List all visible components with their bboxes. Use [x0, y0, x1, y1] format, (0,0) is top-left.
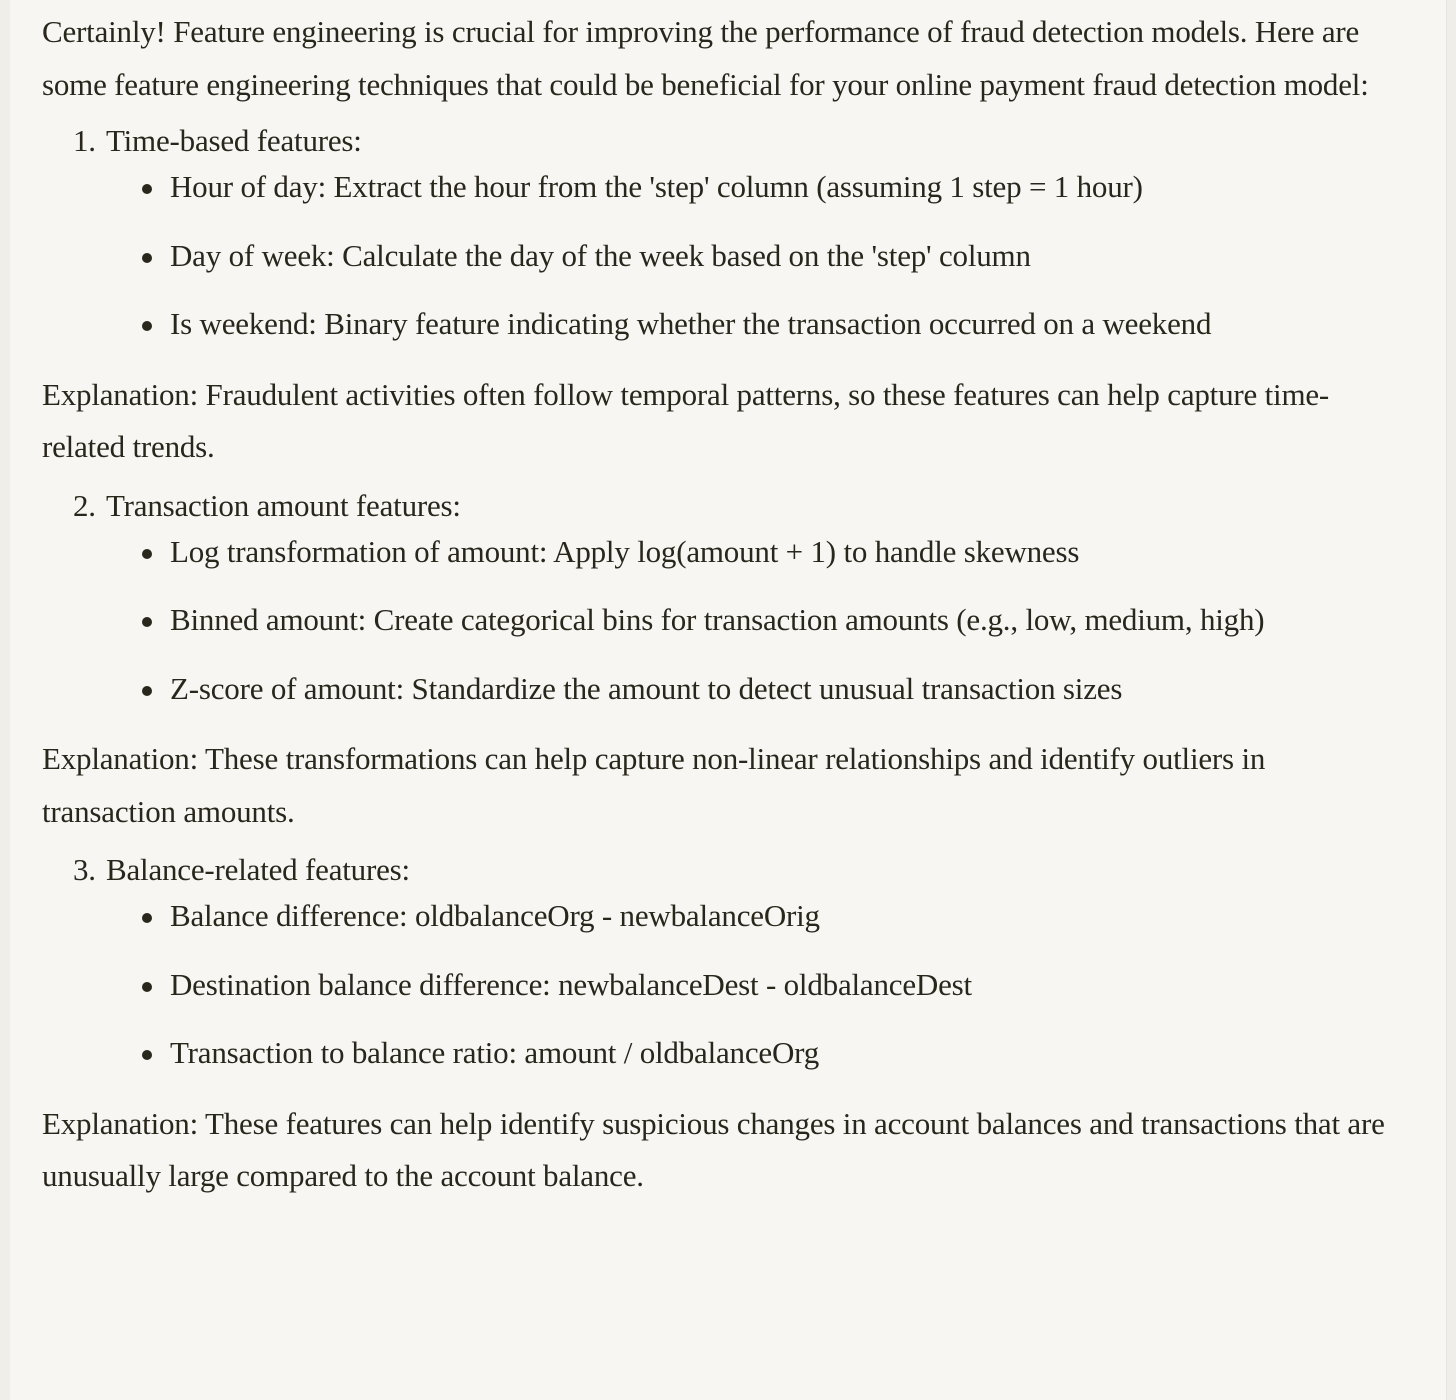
section-title-text: Transaction amount features: [106, 487, 461, 523]
section-title-text: Balance-related features: [106, 852, 410, 887]
list-item-text: Hour of day: Extract the hour from the 'step' column (assuming 1 step = 1 hour) [170, 169, 1143, 204]
list-number: 1. [73, 123, 96, 158]
list-item-text: Z-score of amount: Standardize the amount to detect unusual transaction sizes [170, 670, 1123, 706]
bullet-icon [142, 321, 152, 331]
bullet-icon [142, 184, 152, 194]
bullet-icon [142, 913, 152, 923]
list-item [42, 230, 1402, 283]
assistant-message [10, 0, 1447, 1400]
list-item-text: Destination balance difference: newbalanceDest - oldbalanceDest [170, 966, 972, 1002]
list-item-text: Balance difference: oldbalanceOrg - newbalanceOrig [170, 898, 820, 933]
bullet-icon [142, 1050, 152, 1060]
list-item-text: Transaction to balance ratio: amount / oldbalanceOrg [170, 1035, 820, 1070]
bullet-icon [142, 686, 152, 696]
list-item [42, 594, 1402, 647]
explanation-paragraph: Explanation: These transformations can help capture non-linear relationships and identify outliers in transaction amounts. [42, 741, 1266, 829]
section-time-based [42, 121, 1402, 474]
list-number: 2. [73, 487, 96, 523]
bullet-list [42, 890, 1402, 1080]
list-item [42, 890, 1402, 943]
list-item [42, 161, 1402, 214]
list-number: 3. [73, 852, 96, 887]
section-title-text: Time-based features: [106, 123, 362, 158]
bullet-icon [142, 549, 152, 559]
list-item-text: Log transformation of amount: Apply log(amount + 1) to handle skewness [170, 533, 1080, 569]
list-item [42, 1027, 1402, 1080]
intro-paragraph: Certainly! Feature engineering is crucial for improving the performance of fraud detection models. Here are some feature engineering techniques that could be beneficial for your online payment fraud detection model: [42, 14, 1369, 102]
section-transaction-amount [42, 486, 1402, 839]
section-balance-related [42, 850, 1402, 1203]
message-content [42, 0, 1402, 1203]
list-item [42, 663, 1402, 716]
bullet-list [42, 526, 1402, 716]
list-item [42, 959, 1402, 1012]
bullet-list [42, 161, 1402, 351]
explanation-paragraph: Explanation: These features can help identify suspicious changes in account balances and transactions that are unusually large compared to the account balance. [42, 1105, 1385, 1193]
bullet-icon [142, 253, 152, 263]
explanation-paragraph: Explanation: Fraudulent activities often follow temporal patterns, so these features can help capture time-related trends. [42, 376, 1330, 464]
list-item-text: Day of week: Calculate the day of the week based on the 'step' column [170, 237, 1031, 273]
list-item [42, 526, 1402, 579]
list-item-text: Binned amount: Create categorical bins for transaction amounts (e.g., low, medium, high) [170, 602, 1265, 637]
section-title [42, 850, 1402, 890]
bullet-icon [142, 982, 152, 992]
list-item-text: Is weekend: Binary feature indicating whether the transaction occurred on a weekend [170, 306, 1212, 341]
section-title [42, 486, 1402, 526]
list-item [42, 298, 1402, 351]
section-title [42, 121, 1402, 161]
bullet-icon [142, 617, 152, 627]
